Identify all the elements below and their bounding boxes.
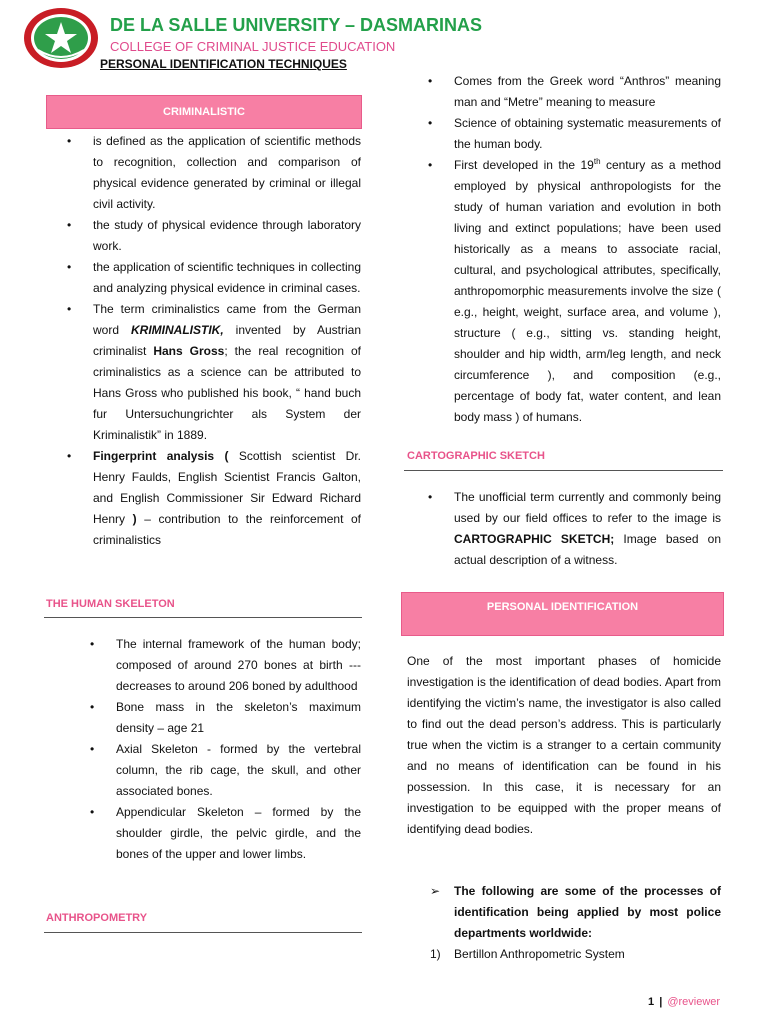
item-text: Bertillon Anthropometric System bbox=[454, 947, 625, 961]
footer-separator: | bbox=[659, 996, 663, 1008]
human-skeleton-list bbox=[116, 634, 361, 865]
college-name: COLLEGE OF CRIMINAL JUSTICE EDUCATION bbox=[110, 39, 396, 54]
page-footer bbox=[648, 996, 720, 1008]
cartographic-list bbox=[454, 487, 721, 571]
page-number: 1 bbox=[648, 996, 655, 1008]
list-item: • the study of physical evidence through laboratory work. bbox=[93, 215, 361, 257]
criminalistic-heading-box bbox=[46, 95, 362, 129]
section-divider bbox=[44, 932, 362, 933]
numbered-item bbox=[430, 944, 625, 965]
list-item: • Bone mass in the skeleton’s maximum density – age 21 bbox=[116, 697, 361, 739]
list-item: • Fingerprint analysis ( Scottish scientist Dr. Henry Faulds, English Scientist Francis Galton, and English Commissioner Sir Edward Richard Henry ) – contribution to the reinforcement of criminalistics bbox=[93, 446, 361, 551]
document-subject: PERSONAL IDENTIFICATION TECHNIQUES bbox=[100, 57, 347, 71]
section-divider bbox=[404, 470, 723, 471]
list-item: • the application of scientific techniques in collecting and analyzing physical evidence in criminal cases. bbox=[93, 257, 361, 299]
human-skeleton-heading: THE HUMAN SKELETON bbox=[46, 598, 175, 610]
anthropometry-heading: ANTHROPOMETRY bbox=[46, 912, 148, 924]
list-item: • Science of obtaining systematic measurements of the human body. bbox=[454, 113, 721, 155]
list-item: • The unofficial term currently and commonly being used by our field offices to refer to the image is CARTOGRAPHIC SKETCH; Image based on actual description of a witness. bbox=[454, 487, 721, 571]
criminalistic-list bbox=[93, 131, 361, 551]
list-item: • is defined as the application of scientific methods to recognition, collection and comparison of physical evidence generated by criminal or illegal civil activity. bbox=[93, 131, 361, 215]
list-item: • Appendicular Skeleton – formed by the shoulder girdle, the pelvic girdle, and the bones of the upper and lower limbs. bbox=[116, 802, 361, 865]
list-item: • Axial Skeleton - formed by the vertebral column, the rib cage, the skull, and other associated bones. bbox=[116, 739, 361, 802]
list-item: ➢ The following are some of the processes of identification being applied by most police departments worldwide: bbox=[454, 881, 721, 944]
footer-handle: @reviewer bbox=[667, 996, 721, 1008]
list-item: • The term criminalistics came from the German word KRIMINALISTIK, invented by Austrian criminalist Hans Gross; the real recognition of criminalistics as a science can be attributed to Hans Gross who published his book, “ hand buch fur Untersuchungrichter als System der Kriminalistik” in 1889. bbox=[93, 299, 361, 446]
list-item: • First developed in the 19th century as a method employed by physical anthropologists for the study of human variation and evolution in both living and extinct populations; have been used historically as a means to associate racial, cultural, and psychological attributes, specifically, anthropomorphic measurements involve the size ( e.g., height, weight, surface area, and volume ), structure ( e.g., sitting vs. standing height, shoulder and hip width, arm/leg length, and neck circumference ), and composition (e.g., percentage of body fat, water content, and lean body mass ) of humans. bbox=[454, 155, 721, 428]
cartographic-sketch-heading: CARTOGRAPHIC SKETCH bbox=[407, 450, 545, 462]
university-seal-logo bbox=[22, 6, 100, 70]
personal-identification-paragraph: One of the most important phases of homicide investigation is the identification of dead bodies. Apart from identifying the victim’s name, the investigator is also called to find out the dead person’s address. This is particularly true when the victim is a stranger to a certain community and no means of identification can be found in his possession. In this case, it is necessary for an investigation to be equipped with the proper means of identifying dead bodies. bbox=[407, 654, 721, 836]
item-number: 1) bbox=[430, 947, 441, 961]
personal-identification-heading: PERSONAL IDENTIFICATION bbox=[486, 601, 639, 613]
list-item: • The internal framework of the human body; composed of around 270 bones at birth --- decreases to around 206 boned by adulthood bbox=[116, 634, 361, 697]
anthropometry-list bbox=[454, 71, 721, 428]
university-name: DE LA SALLE UNIVERSITY – DASMARINAS bbox=[110, 15, 483, 35]
criminalistic-heading: CRIMINALISTIC bbox=[163, 106, 245, 118]
section-divider bbox=[44, 617, 362, 618]
identification-processes-list bbox=[454, 881, 721, 944]
personal-identification-heading-box bbox=[401, 592, 724, 636]
list-item: • Comes from the Greek word “Anthros” meaning man and “Metre” meaning to measure bbox=[454, 71, 721, 113]
